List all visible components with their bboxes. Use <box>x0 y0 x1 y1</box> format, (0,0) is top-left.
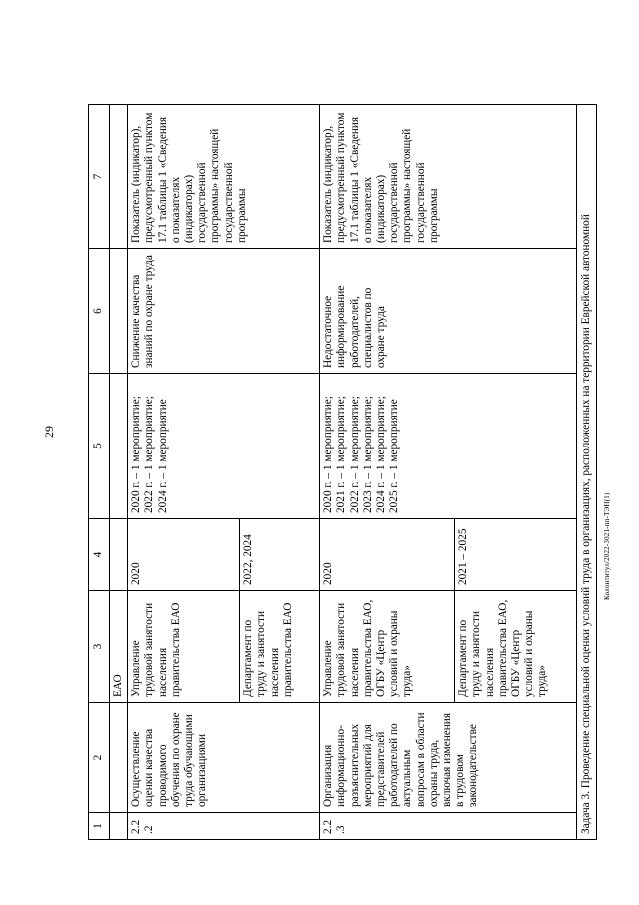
schedule-cell: 2020 г. – 1 мероприятие; 2021 г. – 1 мероприятие; 2022 г. – 1 мероприятие; 2023 г. – 1 мероприятие; 2024 г. – 1 мероприятие; 2025 г. – 1 мероприятие <box>320 374 577 519</box>
col-number-1: 1 <box>89 813 110 840</box>
column-number-row <box>89 105 110 840</box>
table-row-2-2-2 <box>128 105 240 840</box>
carry-cell-2 <box>110 703 128 813</box>
carry-cell-5 <box>110 374 128 519</box>
consequences-cell: Снижение качества знаний по охране труда <box>128 249 320 374</box>
schedule-cell: 2020 г. – 1 мероприятие; 2022 г. – 1 мероприятие; 2024 г. – 1 мероприятие <box>128 374 320 519</box>
consequences-cell: Недостаточное информирование работодателей, специалистов по охране труда <box>320 249 577 374</box>
row-id-cell: 2.2.2 <box>128 813 320 840</box>
activity-name-cell: Осуществление оценки качества проводимого обучения по охране труда обучающими организациями <box>128 703 320 813</box>
col-number-6: 6 <box>89 249 110 374</box>
col-number-4: 4 <box>89 519 110 591</box>
carry-cell-7 <box>110 105 128 249</box>
col-number-3: 3 <box>89 591 110 703</box>
task-row <box>577 105 597 840</box>
executor-cell: Департамент по труду и занятости населения правительства ЕАО, ОГБУ «Центр условий и охраны труда» <box>455 591 577 703</box>
indicator-cell: Показатель (индикатор), предусмотренный пунктом 17.1 таблицы 1 «Сведения о показателях (индикаторах) государственной программы» настоящей государственной программы <box>320 105 577 249</box>
carry-cell-1 <box>110 813 128 840</box>
col-number-5: 5 <box>89 374 110 519</box>
table-row-2-2-3 <box>320 105 455 840</box>
years-cell: 2022, 2024 <box>240 519 320 591</box>
task-heading: Задача 3. Проведение специальной оценки условий труда в организациях, расположенных на территории Еврейской автономной <box>577 105 597 840</box>
carry-cell-4 <box>110 519 128 591</box>
years-cell: 2020 <box>320 519 455 591</box>
row-id-cell: 2.2.3 <box>320 813 577 840</box>
footer-document-id: Колонтитул/2022-3021-пп-ТЭН(1) <box>603 492 611 600</box>
col-number-2: 2 <box>89 703 110 813</box>
activity-name-cell: Организация информационно-разъяснительных мероприятий для представителей работодателей по актуальным вопросам в области охраны труда, включая изменения в трудовом законодательстве <box>320 703 577 813</box>
executor-cell: Департамент по труду и занятости населения правительства ЕАО <box>240 591 320 703</box>
col-number-7: 7 <box>89 105 110 249</box>
carry-executor-cell: ЕАО <box>110 591 128 703</box>
page-number: 29 <box>42 426 56 438</box>
rotated-table-container <box>88 105 600 840</box>
carry-cell-6 <box>110 249 128 374</box>
indicator-cell: Показатель (индикатор), предусмотренный пунктом 17.1 таблицы 1 «Сведения о показателях (индикаторах) государственной программы» настоящей государственной программы <box>128 105 320 249</box>
table-row-carry <box>110 105 128 840</box>
years-cell: 2021 – 2025 <box>455 519 577 591</box>
executor-cell: Управление трудовой занятости населения правительства ЕАО <box>128 591 240 703</box>
years-cell: 2020 <box>128 519 240 591</box>
executor-cell: Управление трудовой занятости населения правительства ЕАО, ОГБУ «Центр условий и охраны труда» <box>320 591 455 703</box>
program-table <box>88 104 597 840</box>
